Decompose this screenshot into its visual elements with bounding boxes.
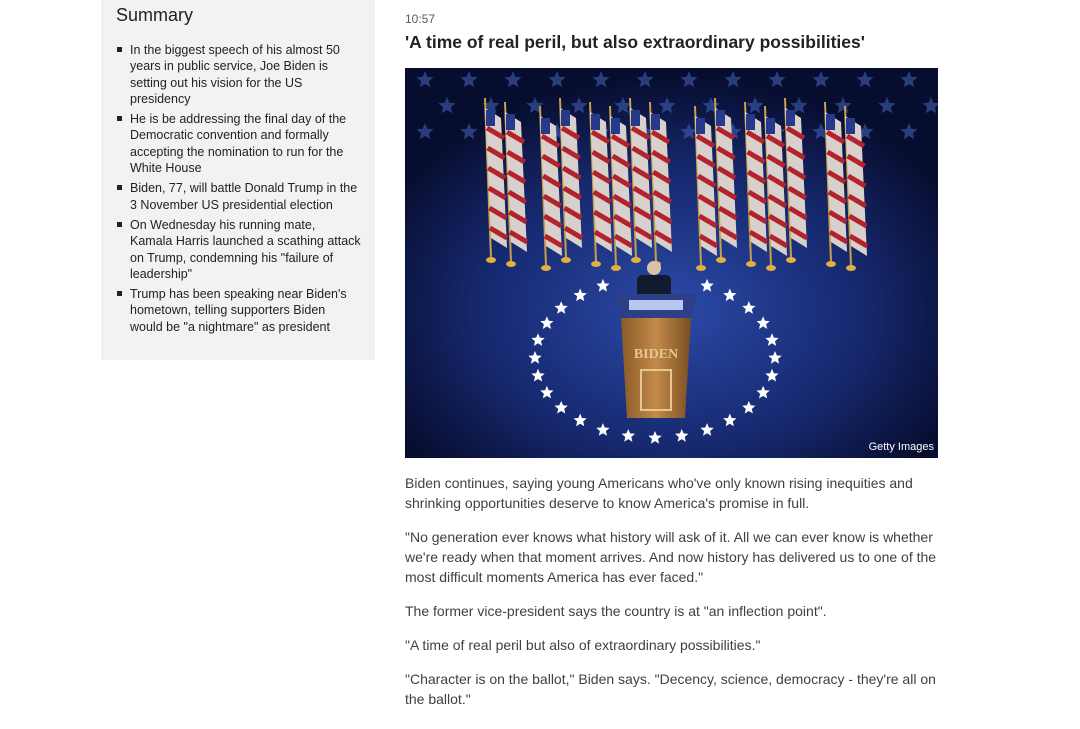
entry-paragraph: Biden continues, saying young Americans who've only known rising inequities and shrinking opportunities deserve to know America's promise in full.	[405, 475, 913, 511]
bullet-icon	[117, 116, 122, 121]
bullet-icon	[117, 47, 122, 52]
podium-lettering: BIDEN	[633, 347, 679, 362]
summary-panel	[101, 0, 375, 360]
summary-item	[116, 42, 361, 107]
entry-paragraph: The former vice-president says the country is at "an inflection point".	[405, 603, 827, 619]
entry-timestamp: 10:57	[405, 12, 436, 26]
bullet-icon	[117, 291, 122, 296]
summary-title: Summary	[116, 5, 194, 25]
summary-item-text: Biden, 77, will battle Donald Trump in the 3 November US presidential election	[130, 181, 358, 212]
entry-paragraph: "A time of real peril but also of extraordinary possibilities."	[405, 637, 761, 653]
image-credit: Getty Images	[868, 441, 934, 453]
entry-paragraph: "Character is on the ballot," Biden says. "Decency, science, democracy - they're all on the ballot."	[405, 671, 936, 707]
summary-item-text: In the biggest speech of his almost 50 years in public service, Joe Biden is setting out his vision for the US presidency	[130, 43, 340, 106]
entry-photo	[405, 68, 938, 458]
summary-item	[116, 217, 361, 282]
summary-list	[116, 42, 361, 335]
summary-item-text: On Wednesday his running mate, Kamala Harris launched a scathing attack on Trump, condemning his "failure of leadership"	[130, 217, 361, 281]
entry-headline: 'A time of real peril, but also extraordinary possibilities'	[405, 32, 865, 52]
entry-paragraph: "No generation ever knows what history will ask of it. All we can ever know is whether we're ready when that moment arrives. And now history has delivered us to one of the most difficult moments America has ever faced."	[405, 529, 937, 585]
summary-item	[116, 180, 361, 213]
summary-item-text: Trump has been speaking near Biden's hometown, telling supporters Biden would be "a nightmare" as president	[130, 287, 347, 334]
summary-item	[116, 286, 361, 335]
convention-stage-image	[405, 68, 938, 458]
podium	[615, 294, 697, 418]
entry-body	[405, 473, 945, 723]
summary-item-text: He is be addressing the final day of the Democratic convention and formally accepting the nomination to run for the White House	[130, 112, 347, 176]
bullet-icon	[117, 185, 122, 190]
bullet-icon	[117, 222, 122, 227]
summary-item	[116, 111, 361, 176]
